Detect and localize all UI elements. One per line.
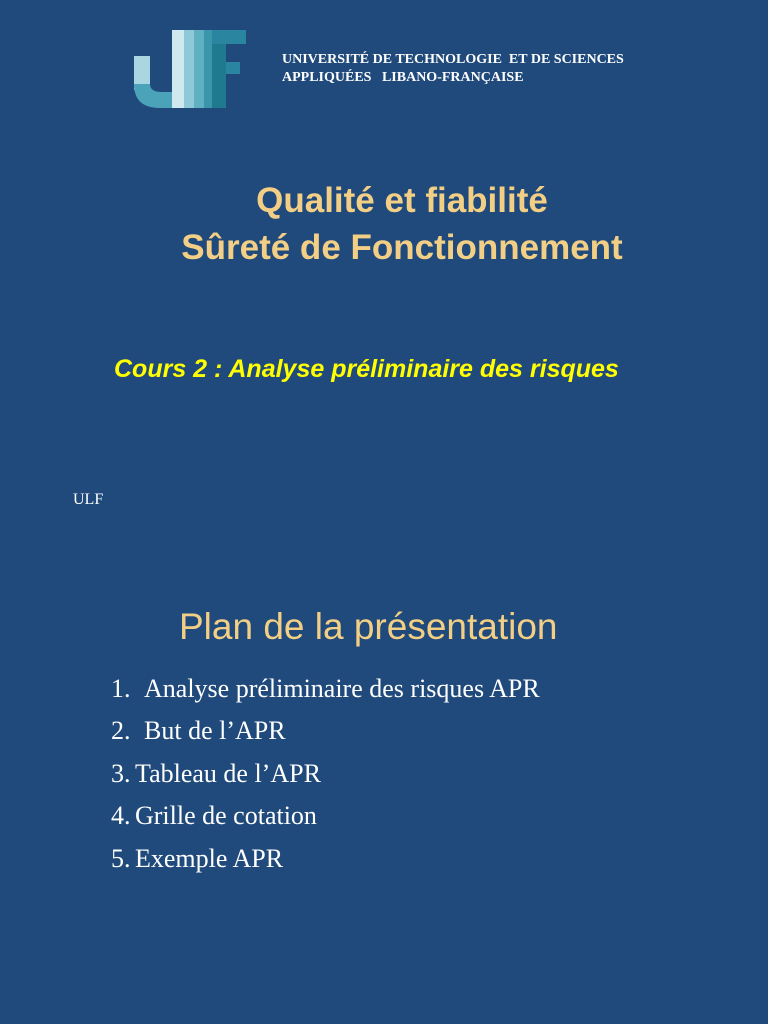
ulf-logo bbox=[132, 28, 248, 112]
plan-item-text: Grille de cotation bbox=[135, 801, 317, 830]
institution-tag: ULF bbox=[73, 491, 104, 508]
plan-item-number: 1. bbox=[111, 674, 131, 703]
university-name bbox=[282, 51, 624, 87]
plan-item-number: 2. bbox=[111, 716, 131, 745]
plan-heading: Plan de la présentation bbox=[179, 606, 558, 647]
plan-item-number: 5. bbox=[111, 844, 131, 873]
course-subtitle: Cours 2 : Analyse préliminaire des risques bbox=[114, 355, 619, 383]
course-title-line-1: Qualité et fiabilité bbox=[256, 181, 548, 220]
plan-item-text: But de l’APR bbox=[144, 716, 286, 745]
plan-item-number: 3. bbox=[111, 759, 131, 788]
university-line-2: APPLIQUÉES LIBANO-FRANÇAISE bbox=[282, 70, 524, 85]
plan-item-text: Tableau de l’APR bbox=[135, 759, 321, 788]
plan-item-number: 4. bbox=[111, 801, 131, 830]
university-line-1: UNIVERSITÉ DE TECHNOLOGIE ET DE SCIENCES bbox=[282, 52, 624, 67]
course-title-line-2: Sûreté de Fonctionnement bbox=[181, 228, 623, 267]
plan-item-text: Exemple APR bbox=[135, 844, 284, 873]
plan-item-text: Analyse préliminaire des risques APR bbox=[144, 674, 540, 703]
